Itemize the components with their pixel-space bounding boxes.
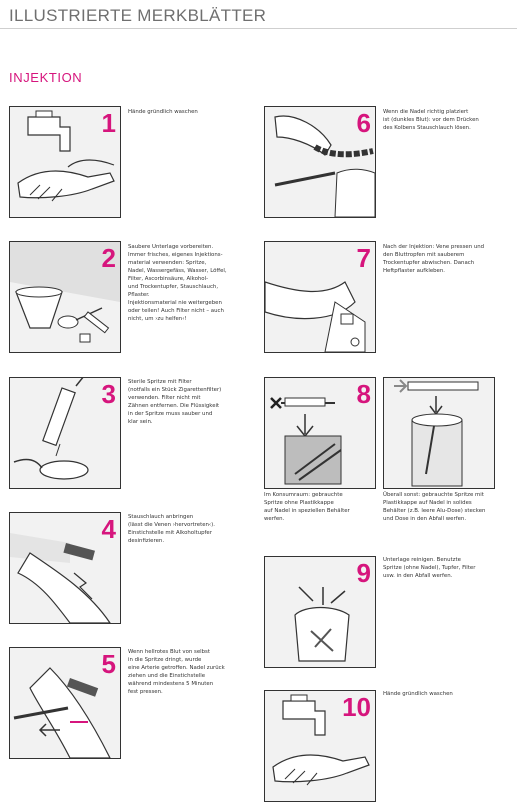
- step-8-number: 8: [356, 379, 371, 409]
- step-5-text: Wenn hellrotes Blut von selbst in die Spritze dringt, wurde eine Arterie getroffen. Nadel zurück ziehen und die Einstichstelle während mindestens 5 Minuten fest pressen.: [128, 649, 225, 695]
- step-7-text: Nach der Injektion: Vene pressen und den Bluttropfen mit sauberem Trockentupfer abwischen. Danach Heftpflaster aufkleben.: [383, 244, 485, 274]
- step-3-text: Sterile Spritze mit Filter (notfalls ein Stück Zigarettenfilter) verwenden. Filter nicht mit Zähnen entfernen. Die Flüssigkeit in der Spritze muss sauber und klar sein.: [128, 379, 222, 425]
- step-6-text: Wenn die Nadel richtig platziert ist (dunkles Blut): vor dem Drücken des Kolbens Stauschlauch lösen.: [383, 109, 479, 131]
- step-5-number: 5: [101, 649, 116, 679]
- step-2-illustration: [9, 241, 121, 353]
- step-5-illustration: [9, 647, 121, 759]
- step-8-illustration-right: [383, 377, 495, 489]
- step-8-illustration-left: [264, 377, 376, 489]
- step-1-illustration: [9, 106, 121, 218]
- step-4-illustration: [9, 512, 121, 624]
- step-6-number: 6: [356, 108, 371, 138]
- step-1-number: 1: [101, 108, 116, 138]
- step-9-illustration: [264, 556, 376, 668]
- step-10-text: Hände gründlich waschen: [383, 691, 453, 697]
- step-10-illustration: [264, 690, 376, 802]
- step-4-number: 4: [101, 514, 116, 544]
- step-2-number: 2: [101, 243, 116, 273]
- step-3-number: 3: [101, 379, 116, 409]
- step-2-text: Saubere Unterlage vorbereiten. Immer frisches, eigenes Injektions- material verwenden: Spritze, Nadel, Wassergefäss, Wasser, Löffel, Filter, Ascorbinsäure, Alkohol- und Trockentupfer, Stauschlauch, Pflaster. Injektionsmaterial nie weitergeben oder teilen! Auch Filter nicht – auch nicht, um ›zu helfen‹!: [128, 244, 227, 322]
- step-3-illustration: [9, 377, 121, 489]
- step-1-text: Hände gründlich waschen: [128, 109, 198, 115]
- step-9-number: 9: [356, 558, 371, 588]
- step-7-number: 7: [356, 243, 371, 273]
- title-divider: [0, 28, 517, 29]
- step-4-text: Stauschlauch anbringen (lässt die Venen ›hervortreten‹). Einstichstelle mit Alkoholtupfer desinfizieren.: [128, 514, 215, 544]
- step-6-illustration: [264, 106, 376, 218]
- step-9-text: Unterlage reinigen. Benutzte Spritze (ohne Nadel), Tupfer, Filter usw. in den Abfall werfen.: [383, 557, 476, 579]
- section-title: INJEKTION: [9, 70, 83, 85]
- step-7-illustration: [264, 241, 376, 353]
- step-10-number: 10: [342, 692, 371, 722]
- step-8-text-left: Im Konsumraum: gebrauchte Spritze ohne Plastikkappe auf Nadel in speziellen Behälter werfen.: [264, 492, 350, 522]
- step-8-text-right: Überall sonst: gebrauchte Spritze mit Plastikkappe auf Nadel in solides Behälter (z.B. leere Alu-Dose) stecken und Dose in den Abfall werfen.: [383, 492, 486, 522]
- can-disposal-icon: [384, 378, 494, 488]
- page-title: ILLUSTRIERTE MERKBLÄTTER: [9, 6, 267, 25]
